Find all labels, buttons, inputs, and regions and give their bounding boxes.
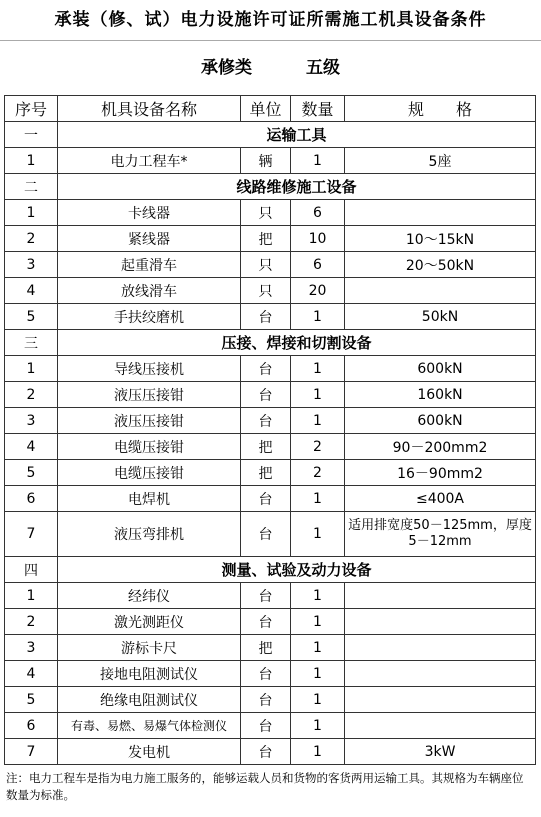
table-row — [5, 486, 536, 512]
cell-name: 卡线器 — [58, 200, 241, 226]
cell-no: 5 — [5, 460, 58, 486]
level-label: 五级 — [305, 58, 340, 78]
cell-no: 7 — [5, 739, 58, 765]
category-label: 承修类 — [201, 58, 253, 78]
cell-name: 放线滑车 — [58, 278, 241, 304]
cell-qty: 1 — [291, 304, 345, 330]
cell-unit: 只 — [241, 278, 291, 304]
cell-qty: 1 — [291, 356, 345, 382]
cell-name: 紧线器 — [58, 226, 241, 252]
cell-name: 电焊机 — [58, 486, 241, 512]
cell-qty: 1 — [291, 661, 345, 687]
cell-unit: 台 — [241, 739, 291, 765]
cell-name: 电缆压接钳 — [58, 434, 241, 460]
table-row — [5, 635, 536, 661]
cell-qty: 2 — [291, 460, 345, 486]
cell-qty: 1 — [291, 687, 345, 713]
cell-name: 绝缘电阻测试仪 — [58, 687, 241, 713]
cell-spec: ≤400A — [345, 486, 536, 512]
table-row — [5, 200, 536, 226]
cell-no: 1 — [5, 356, 58, 382]
cell-unit: 把 — [241, 226, 291, 252]
cell-unit: 把 — [241, 460, 291, 486]
section-number: 四 — [5, 557, 58, 583]
section-title: 线路维修施工设备 — [58, 174, 536, 200]
cell-no: 3 — [5, 252, 58, 278]
cell-spec — [345, 661, 536, 687]
cell-spec — [345, 583, 536, 609]
table-row — [5, 252, 536, 278]
section-row — [5, 330, 536, 356]
cell-unit: 台 — [241, 512, 291, 557]
cell-qty: 1 — [291, 635, 345, 661]
equipment-table — [4, 95, 536, 765]
cell-spec: 90－200mm2 — [345, 434, 536, 460]
cell-unit: 台 — [241, 713, 291, 739]
cell-no: 3 — [5, 408, 58, 434]
cell-spec — [345, 609, 536, 635]
cell-spec: 160kN — [345, 382, 536, 408]
section-number: 一 — [5, 122, 58, 148]
cell-unit: 台 — [241, 356, 291, 382]
cell-unit: 台 — [241, 486, 291, 512]
cell-spec — [345, 200, 536, 226]
cell-qty: 1 — [291, 512, 345, 557]
cell-unit: 台 — [241, 687, 291, 713]
section-row — [5, 557, 536, 583]
cell-spec: 600kN — [345, 356, 536, 382]
cell-no: 1 — [5, 200, 58, 226]
cell-no: 2 — [5, 226, 58, 252]
cell-no: 5 — [5, 304, 58, 330]
cell-spec: 50kN — [345, 304, 536, 330]
table-row — [5, 512, 536, 557]
cell-spec: 16－90mm2 — [345, 460, 536, 486]
section-row — [5, 122, 536, 148]
table-row — [5, 408, 536, 434]
header-unit: 单位 — [241, 96, 291, 122]
table-row — [5, 713, 536, 739]
cell-unit: 台 — [241, 609, 291, 635]
cell-name: 有毒、易燃、易爆气体检测仪 — [58, 713, 241, 739]
subtitle — [0, 41, 541, 95]
cell-no: 7 — [5, 512, 58, 557]
section-row — [5, 174, 536, 200]
cell-no: 4 — [5, 661, 58, 687]
cell-unit: 台 — [241, 583, 291, 609]
cell-name: 导线压接机 — [58, 356, 241, 382]
header-name: 机具设备名称 — [58, 96, 241, 122]
cell-qty: 10 — [291, 226, 345, 252]
header-no: 序号 — [5, 96, 58, 122]
cell-no: 1 — [5, 583, 58, 609]
cell-qty: 1 — [291, 408, 345, 434]
cell-spec: 适用排宽度50－125mm，厚度5－12mm — [345, 512, 536, 557]
table-row — [5, 434, 536, 460]
cell-spec — [345, 635, 536, 661]
table-row — [5, 226, 536, 252]
table-row — [5, 661, 536, 687]
table-row — [5, 609, 536, 635]
cell-qty: 6 — [291, 200, 345, 226]
cell-spec — [345, 687, 536, 713]
cell-name: 接地电阻测试仪 — [58, 661, 241, 687]
cell-qty: 1 — [291, 148, 345, 174]
cell-name: 手扶绞磨机 — [58, 304, 241, 330]
cell-name: 电缆压接钳 — [58, 460, 241, 486]
cell-unit: 只 — [241, 252, 291, 278]
cell-qty: 1 — [291, 583, 345, 609]
table-header-row — [5, 96, 536, 122]
cell-unit: 把 — [241, 434, 291, 460]
table-row — [5, 460, 536, 486]
cell-spec — [345, 278, 536, 304]
cell-qty: 1 — [291, 739, 345, 765]
cell-no: 2 — [5, 609, 58, 635]
cell-no: 4 — [5, 278, 58, 304]
table-row — [5, 739, 536, 765]
cell-spec: 3kW — [345, 739, 536, 765]
cell-no: 4 — [5, 434, 58, 460]
cell-name: 游标卡尺 — [58, 635, 241, 661]
cell-name: 液压弯排机 — [58, 512, 241, 557]
section-number: 三 — [5, 330, 58, 356]
table-row — [5, 304, 536, 330]
cell-no: 2 — [5, 382, 58, 408]
cell-qty: 20 — [291, 278, 345, 304]
cell-spec: 10～15kN — [345, 226, 536, 252]
cell-qty: 1 — [291, 486, 345, 512]
cell-unit: 只 — [241, 200, 291, 226]
table-row — [5, 687, 536, 713]
cell-name: 液压压接钳 — [58, 382, 241, 408]
cell-name: 经纬仪 — [58, 583, 241, 609]
table-row — [5, 278, 536, 304]
cell-no: 5 — [5, 687, 58, 713]
cell-no: 6 — [5, 713, 58, 739]
cell-no: 3 — [5, 635, 58, 661]
footnote: 注：电力工程车是指为电力施工服务的，能够运载人员和货物的客货两用运输工具。其规格为车辆座位数量为标准。 — [6, 771, 524, 802]
table-row — [5, 148, 536, 174]
section-title: 压接、焊接和切割设备 — [58, 330, 536, 356]
cell-name: 电力工程车* — [58, 148, 241, 174]
section-title: 运输工具 — [58, 122, 536, 148]
cell-unit: 台 — [241, 304, 291, 330]
cell-unit: 台 — [241, 408, 291, 434]
cell-unit: 把 — [241, 635, 291, 661]
cell-spec — [345, 713, 536, 739]
section-number: 二 — [5, 174, 58, 200]
cell-name: 液压压接钳 — [58, 408, 241, 434]
header-spec: 规 格 — [345, 96, 536, 122]
header-qty: 数量 — [291, 96, 345, 122]
cell-spec: 20～50kN — [345, 252, 536, 278]
cell-unit: 辆 — [241, 148, 291, 174]
cell-name: 发电机 — [58, 739, 241, 765]
cell-name: 激光测距仪 — [58, 609, 241, 635]
cell-spec: 5座 — [345, 148, 536, 174]
page-title: 承装（修、试）电力设施许可证所需施工机具设备条件 — [0, 0, 541, 41]
cell-unit: 台 — [241, 661, 291, 687]
cell-qty: 1 — [291, 382, 345, 408]
table-row — [5, 382, 536, 408]
cell-no: 1 — [5, 148, 58, 174]
cell-qty: 1 — [291, 609, 345, 635]
table-row — [5, 356, 536, 382]
cell-spec: 600kN — [345, 408, 536, 434]
cell-unit: 台 — [241, 382, 291, 408]
cell-name: 起重滑车 — [58, 252, 241, 278]
table-body — [5, 122, 536, 765]
cell-no: 6 — [5, 486, 58, 512]
cell-qty: 2 — [291, 434, 345, 460]
cell-qty: 6 — [291, 252, 345, 278]
table-row — [5, 583, 536, 609]
section-title: 测量、试验及动力设备 — [58, 557, 536, 583]
cell-qty: 1 — [291, 713, 345, 739]
